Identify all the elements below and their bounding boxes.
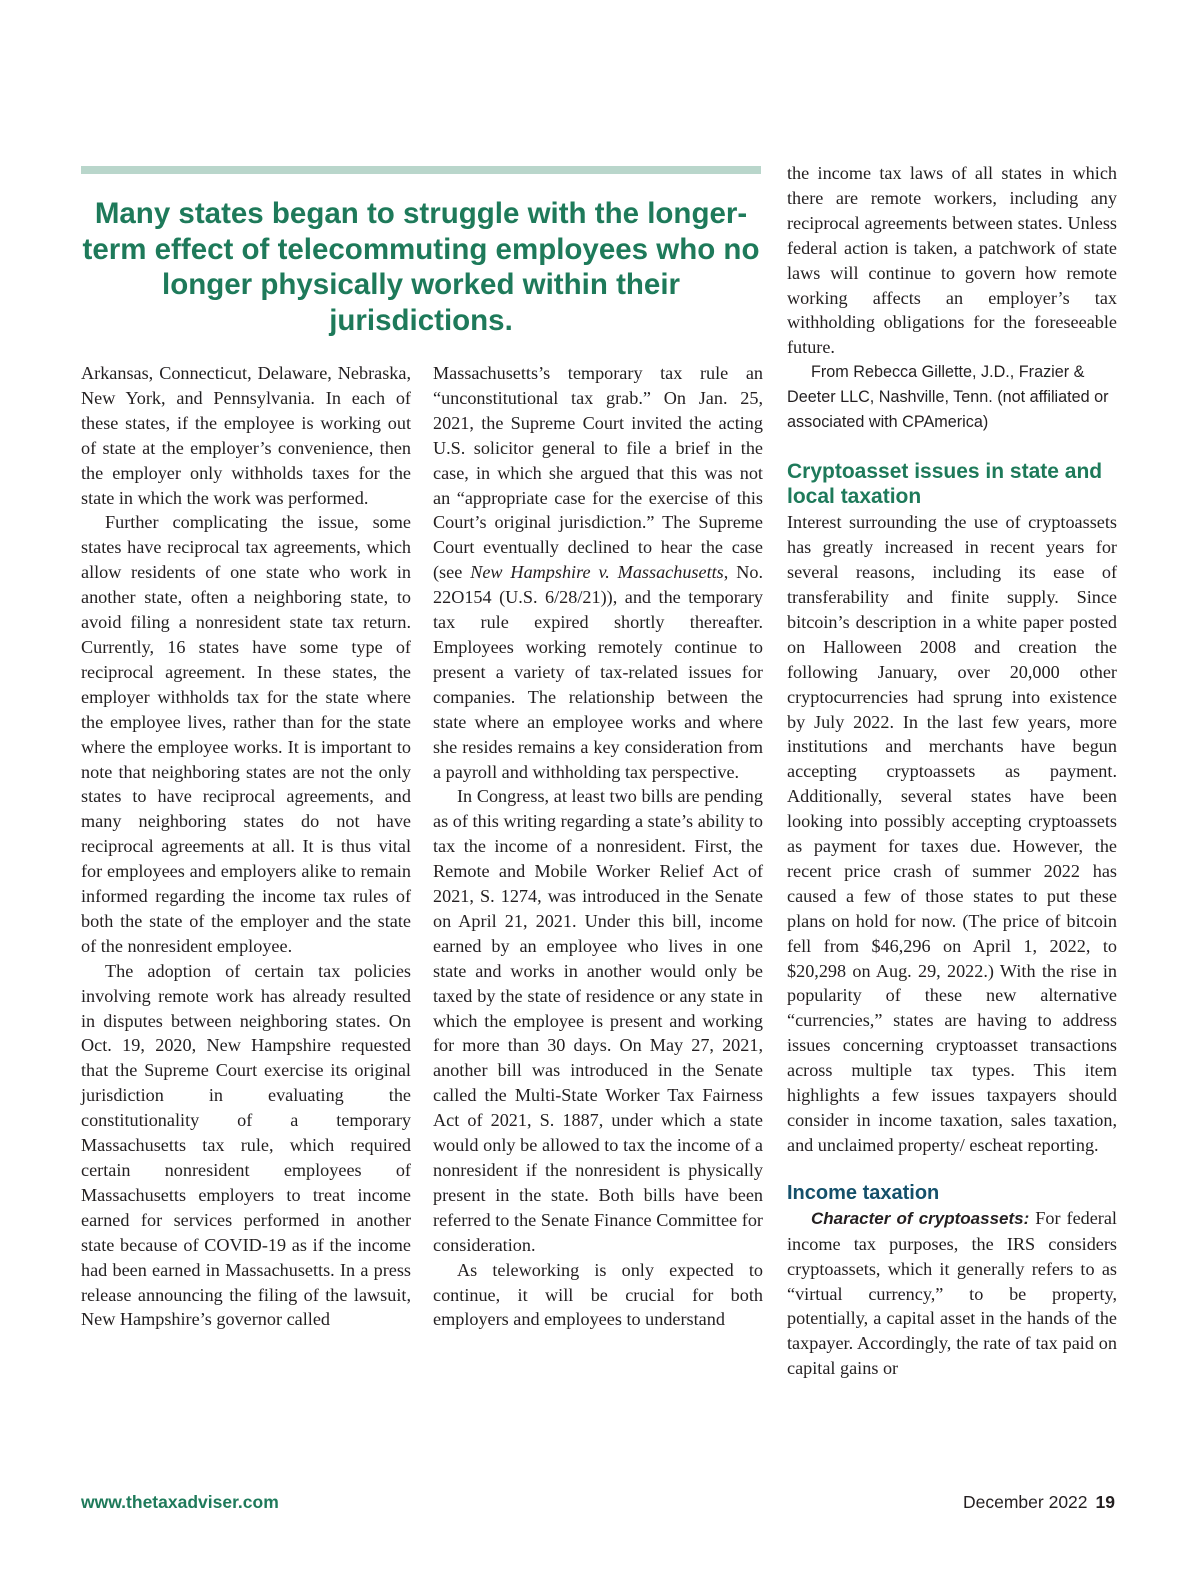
subsection-heading: Income taxation: [787, 1181, 940, 1204]
article-column-2: [433, 361, 763, 1332]
run-in-heading: Character of cryptoassets:: [811, 1208, 1030, 1228]
issue-date: December 2022: [963, 1492, 1088, 1512]
paragraph: the income tax laws of all states in which there are remote workers, including any reciprocal agreements between states. Unless federal action is taken, a patchwork of state laws will continue to govern how remote working affects an employer’s tax withholding obligations for the foreseeable future.: [787, 163, 1117, 358]
footer-issue-info: [963, 1492, 1115, 1513]
article-column-3: [787, 161, 1117, 1381]
paragraph: As teleworking is only expected to continue, it will be crucial for both employers and employees to understand: [433, 1259, 763, 1330]
footer-website-link[interactable]: www.thetaxadviser.com: [81, 1492, 279, 1512]
pull-quote: Many states began to struggle with the longer-term effect of telecommuting employees who no longer physically worked within their jurisdictions.: [82, 197, 760, 337]
paragraph: [787, 1206, 1117, 1381]
pull-quote-rule: [81, 166, 761, 174]
paragraph-text: Massachusetts’s temporary tax rule an “unconstitutional tax grab.” On Jan. 25, 2021, the Supreme Court invited the acting U.S. solicitor general to file a brief in the case, in which she argued that this was not an “appropriate case for the exercise of this Court’s original jurisdiction.” The Supreme Court eventually declined to hear the case (see: [433, 363, 763, 583]
paragraph-text: For federal income tax purposes, the IRS considers cryptoassets, which it generally refers to as “virtual currency,” to be property, potentially, a capital asset in the hands of the taxpayer. Accordingly, the rate of tax paid on capital gains or: [787, 1207, 1117, 1379]
paragraph: The adoption of certain tax policies involving remote work has already resulted in disputes between neighboring states. On Oct. 19, 2020, New Hampshire requested that the Supreme Court exercise its original jurisdiction in evaluating the constitutionality of a temporary Massachusetts tax rule, which required certain nonresident employees of Massachusetts employers to treat income earned for services performed in another state because of COVID-19 as if the income had been earned in Massachusetts. In a press release announcing the filing of the lawsuit, New Hampshire’s governor called: [81, 960, 411, 1330]
paragraph: [433, 361, 763, 784]
case-citation: New Hampshire v. Massachusetts: [470, 562, 724, 583]
section-heading: Cryptoasset issues in state and local taxation: [787, 460, 1103, 509]
paragraph: Interest surrounding the use of cryptoassets has greatly increased in recent years for several reasons, including its ease of transferability and finite supply. Since bitcoin’s description in a white paper posted on Halloween 2008 and creation the following January, over 20,000 other cryptocurrencies had sprung into existence by July 2022. In the last few years, more institutions and merchants have begun accepting cryptoassets as payment. Additionally, several states have been looking into possibly accepting cryptoassets as payment for taxes due. However, the recent price crash of summer 2022 has caused a few of those states to put these plans on hold for now. (The price of bitcoin fell from $46,296 on April 1, 2022, to $20,298 on Aug. 29, 2022.) With the rise in popularity of these new alternative “currencies,” states are having to address issues concerning cryptoasset transactions across multiple tax types. This item highlights a few issues taxpayers should consider in income taxation, sales taxation, and unclaimed property/ escheat reporting.: [787, 512, 1117, 1155]
paragraph: In Congress, at least two bills are pending as of this writing regarding a state’s ability to tax the income of a nonresident. First, the Remote and Mobile Worker Relief Act of 2021, S. 1274, was introduced in the Senate on April 21, 2021. Under this bill, income earned by an employee who lives in one state and works in another would only be taxed by the state of residence or any state in which the employee is present and working for more than 30 days. On May 27, 2021, another bill was introduced in the Senate called the Multi-State Worker Tax Fairness Act of 2021, S. 1887, under which a state would only be allowed to tax the income of a nonresident if the nonresident is physically present in the state. Both bills have been referred to the Senate Finance Committee for consideration.: [433, 786, 763, 1255]
page-number: 19: [1095, 1492, 1115, 1512]
paragraph-text: , No. 22O154 (U.S. 6/28/21)), and the temporary tax rule expired shortly thereafter. Employees working remotely continue to present a variety of tax-related issues for companies. The relationship between the state where an employee works and where she resides remains a key consideration from a payroll and withholding tax perspective.: [433, 562, 763, 782]
author-credit: From Rebecca Gillette, J.D., Frazier & Deeter LLC, Nashville, Tenn. (not affiliated or associated with CPAmerica): [787, 363, 1109, 432]
paragraph: Arkansas, Connecticut, Delaware, Nebraska, New York, and Pennsylvania. In each of these states, if the employee is working out of state at the employer’s convenience, then the employer only withholds taxes for the state in which the work was performed.: [81, 363, 411, 508]
article-column-1: [81, 361, 411, 1332]
paragraph: Further complicating the issue, some states have reciprocal tax agreements, which allow residents of one state who work in another state, often a neighboring state, to avoid filing a nonresident state tax return. Currently, 16 states have some type of reciprocal agreement. In these states, the employer withholds tax for the state where the employee lives, rather than for the state where the employee works. It is important to note that neighboring states are not the only states to have reciprocal agreements, and many neighboring states do not have reciprocal agreements at all. It is thus vital for employees and employers alike to remain informed regarding the income tax rules of both the state of the employer and the state of the nonresident employee.: [81, 512, 411, 956]
